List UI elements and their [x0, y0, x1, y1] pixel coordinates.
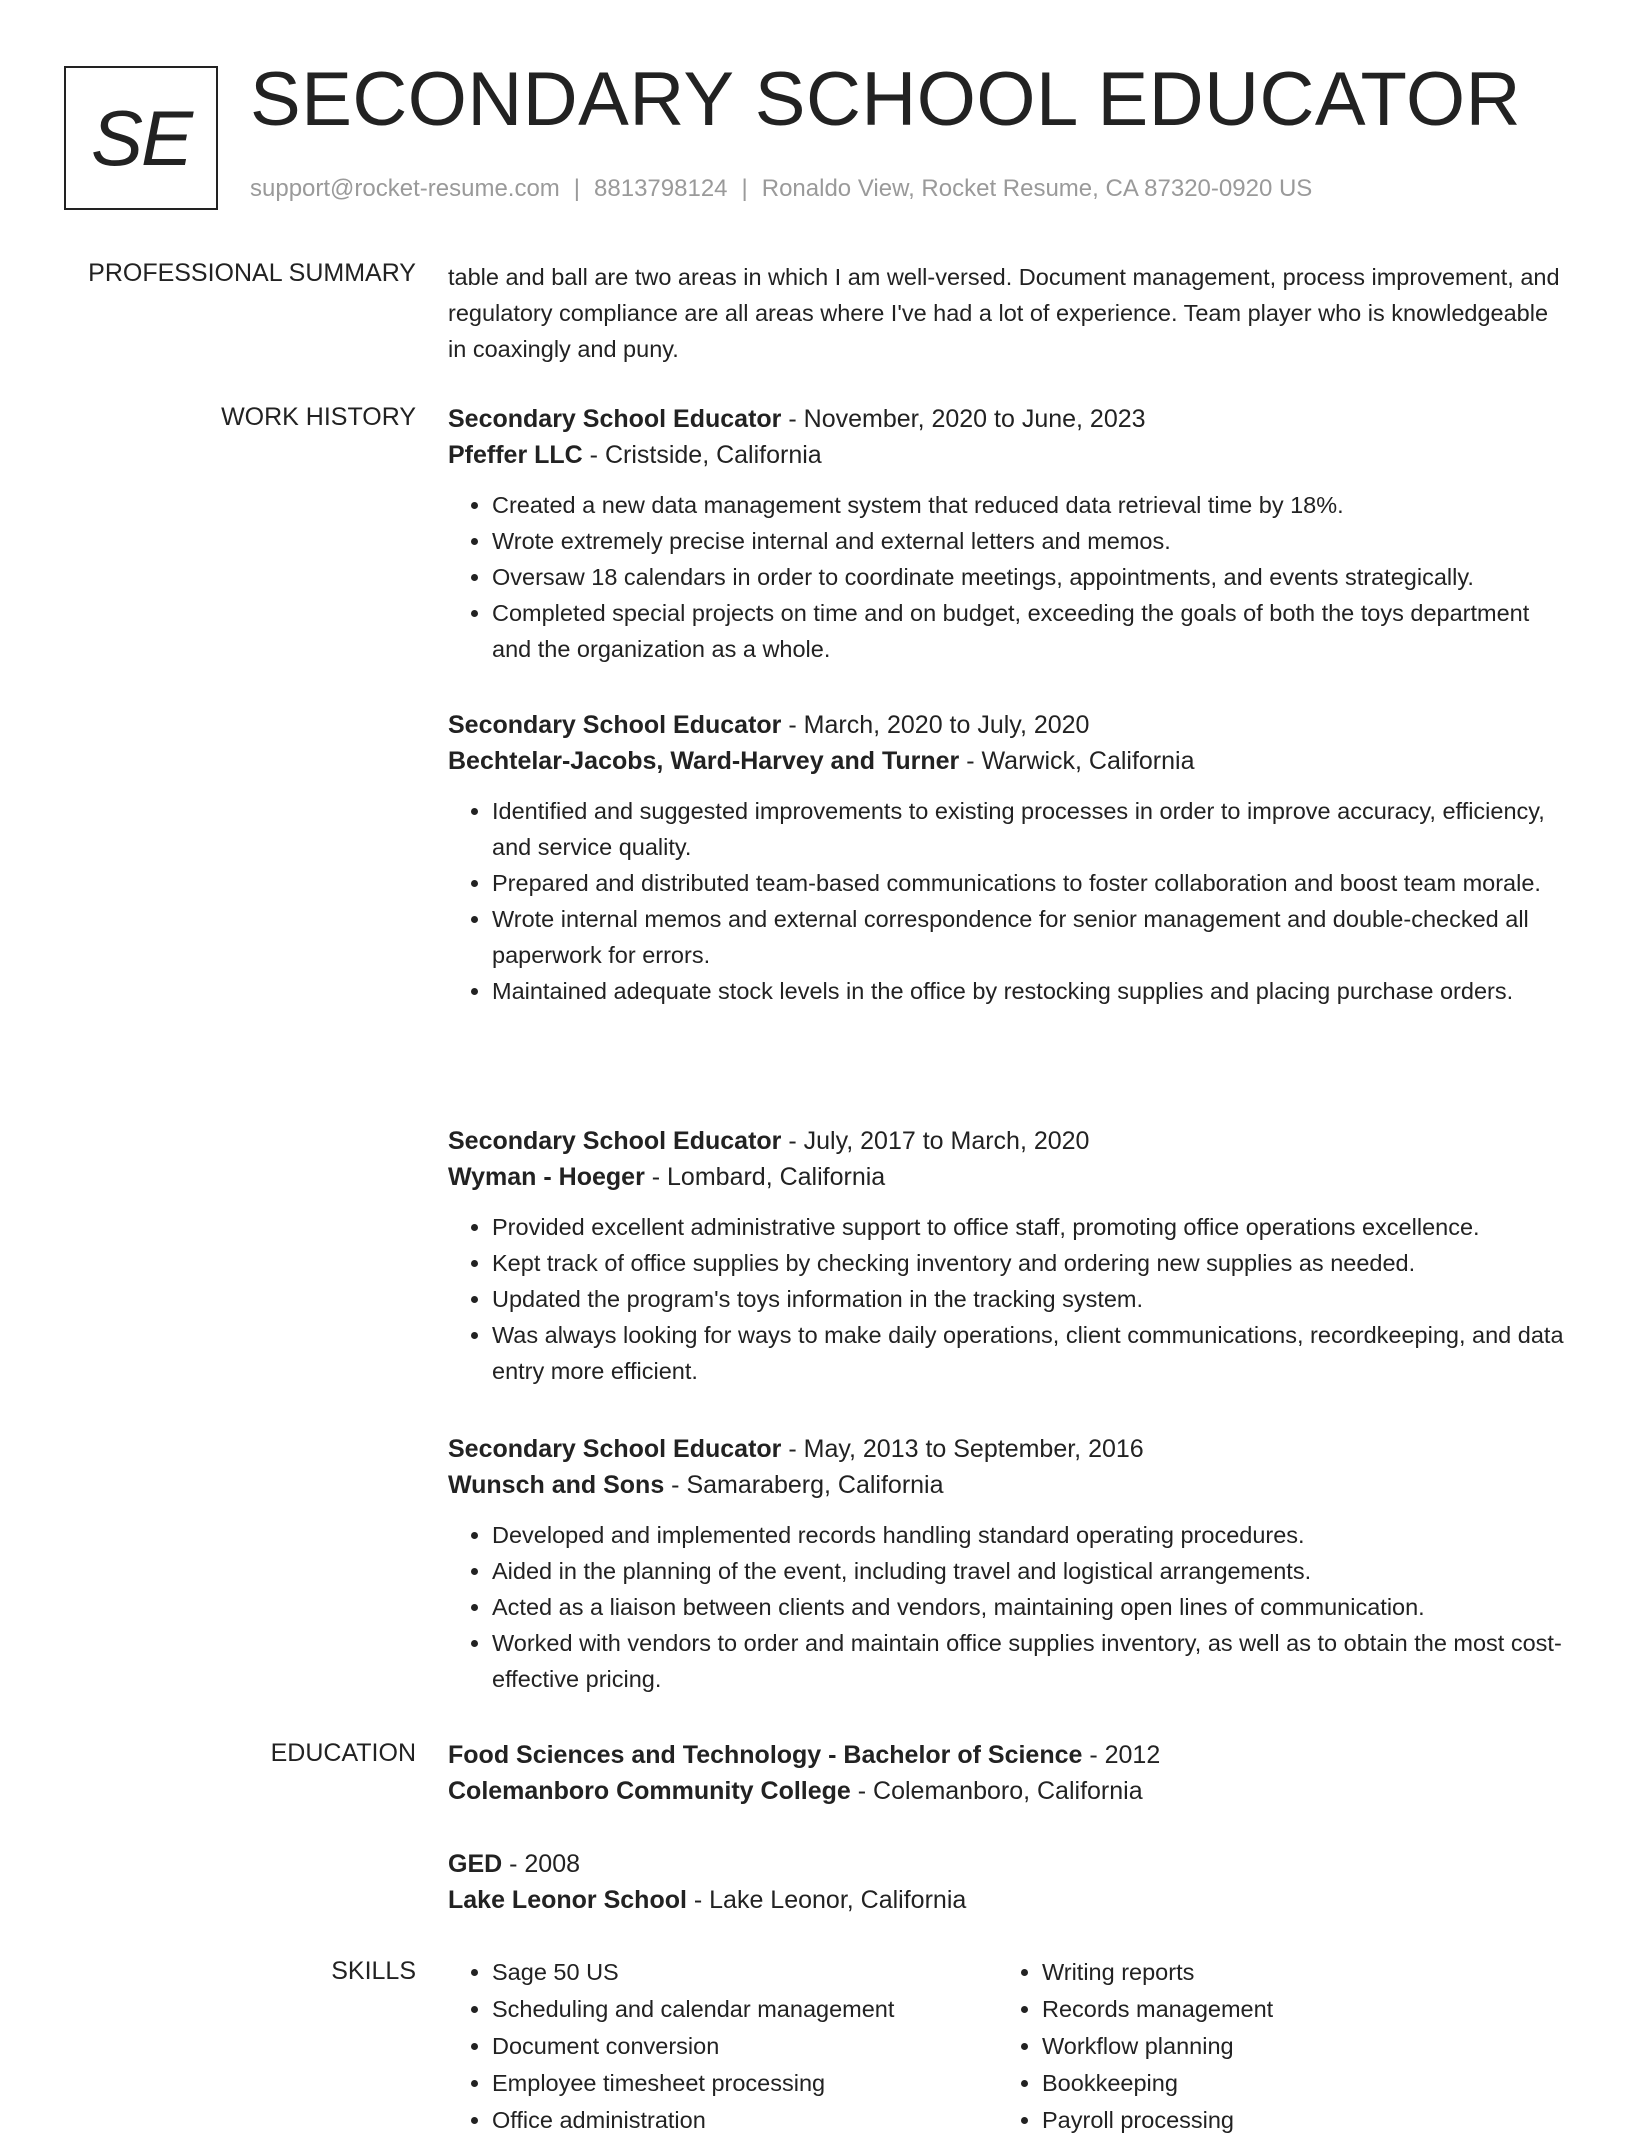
- list-item: • Wrote internal memos and external correspondence for senior management and double-checked all paperwork for errors.: [492, 901, 1568, 973]
- job-company-line: [448, 437, 1568, 473]
- job-title-line: [448, 1431, 1568, 1467]
- job-company-line: [448, 743, 1568, 779]
- education-school-line: [448, 1882, 1568, 1918]
- job-title: Secondary School Educator: [448, 1435, 782, 1463]
- list-item: • Developed and implemented records handling standard operating procedures.: [492, 1517, 1568, 1553]
- summary-text: table and ball are two areas in which I am well-versed. Document management, process improvement, and regulatory compliance are all areas where I've had a lot of experience. Team player who is knowledgeable in coaxingly and puny.: [448, 264, 1560, 362]
- monogram-logo: SE: [64, 66, 218, 210]
- list-item: • Updated the program's toys information in the tracking system.: [492, 1281, 1568, 1317]
- job-location: - Samaraberg, California: [664, 1471, 944, 1499]
- education-entry: [448, 1846, 1568, 1918]
- job-location: - Cristside, California: [582, 441, 822, 469]
- job-dates: - May, 2013 to September, 2016: [781, 1435, 1144, 1463]
- resume-title: SECONDARY SCHOOL EDUCATOR: [250, 57, 1521, 142]
- job-dates: - November, 2020 to June, 2023: [781, 405, 1146, 433]
- education-degree: GED: [448, 1850, 503, 1878]
- contact-address: Ronaldo View, Rocket Resume, CA 87320-0920 US: [761, 175, 1313, 202]
- job-entry: [448, 1123, 1568, 1389]
- job-bullets: [448, 793, 1568, 1009]
- education-degree-line: [448, 1846, 1568, 1882]
- list-item: • Bookkeeping: [1042, 2065, 1542, 2102]
- list-item: • Writing reports: [1042, 1954, 1542, 1991]
- contact-line: [250, 175, 1312, 203]
- job-entry: [448, 1431, 1568, 1697]
- job-company-line: [448, 1159, 1568, 1195]
- job-bullets: [448, 1517, 1568, 1697]
- contact-email[interactable]: support@rocket-resume.com: [250, 175, 560, 202]
- list-item: • Completed special projects on time and on budget, exceeding the goals of both the toys department and the organization as a whole.: [492, 595, 1568, 667]
- job-entry: [448, 401, 1568, 667]
- list-item: • Document conversion: [492, 2028, 992, 2065]
- contact-separator: |: [741, 175, 748, 202]
- job-company: Bechtelar-Jacobs, Ward-Harvey and Turner: [448, 747, 960, 775]
- list-item: • Scheduling and calendar management: [492, 1991, 992, 2028]
- contact-phone[interactable]: 8813798124: [594, 175, 728, 202]
- job-title: Secondary School Educator: [448, 1127, 782, 1155]
- job-company-line: [448, 1467, 1568, 1503]
- skills-column: [998, 1954, 1542, 2139]
- list-item: • Created a new data management system that reduced data retrieval time by 18%.: [492, 487, 1568, 523]
- skills-column: [448, 1954, 992, 2139]
- job-location: - Lombard, California: [644, 1163, 886, 1191]
- summary-section: [448, 259, 1568, 367]
- job-company: Wyman - Hoeger: [448, 1163, 645, 1191]
- list-item: • Wrote extremely precise internal and external letters and memos.: [492, 523, 1568, 559]
- job-company: Wunsch and Sons: [448, 1471, 665, 1499]
- education-school: Lake Leonor School: [448, 1886, 687, 1914]
- list-item: • Identified and suggested improvements to existing processes in order to improve accuracy, efficiency, and service quality.: [492, 793, 1568, 865]
- job-location: - Warwick, California: [959, 747, 1195, 775]
- list-item: • Records management: [1042, 1991, 1542, 2028]
- job-dates: - March, 2020 to July, 2020: [781, 711, 1090, 739]
- list-item: • Kept track of office supplies by checking inventory and ordering new supplies as needed.: [492, 1245, 1568, 1281]
- list-item: • Employee timesheet processing: [492, 2065, 992, 2102]
- list-item: • Sage 50 US: [492, 1954, 992, 1991]
- list-item: • Workflow planning: [1042, 2028, 1542, 2065]
- job-title: Secondary School Educator: [448, 711, 782, 739]
- section-label-skills: SKILLS: [331, 1957, 416, 1985]
- education-school-line: [448, 1773, 1568, 1809]
- education-year: - 2012: [1082, 1741, 1161, 1769]
- contact-separator: |: [573, 175, 581, 202]
- education-location: - Colemanboro, California: [850, 1777, 1143, 1805]
- job-bullets: [448, 487, 1568, 667]
- section-label-education: EDUCATION: [270, 1739, 416, 1767]
- list-item: • Office administration: [492, 2102, 992, 2139]
- list-item: • Payroll processing: [1042, 2102, 1542, 2139]
- list-item: • Prepared and distributed team-based communications to foster collaboration and boost team morale.: [492, 865, 1568, 901]
- job-title: Secondary School Educator: [448, 405, 782, 433]
- list-item: • Acted as a liaison between clients and vendors, maintaining open lines of communication.: [492, 1589, 1568, 1625]
- education-entry: [448, 1737, 1568, 1809]
- job-title-line: [448, 707, 1568, 743]
- list-item: • Provided excellent administrative support to office staff, promoting office operations excellence.: [492, 1209, 1568, 1245]
- job-entry: [448, 707, 1568, 1009]
- list-item: • Was always looking for ways to make daily operations, client communications, recordkeeping, and data entry more efficient.: [492, 1317, 1568, 1389]
- education-degree-line: [448, 1737, 1568, 1773]
- list-item: • Worked with vendors to order and maintain office supplies inventory, as well as to obtain the most cost-effective pricing.: [492, 1625, 1568, 1697]
- job-bullets: [448, 1209, 1568, 1389]
- list-item: • Maintained adequate stock levels in the office by restocking supplies and placing purchase orders.: [492, 973, 1568, 1009]
- education-school: Colemanboro Community College: [448, 1777, 851, 1805]
- list-item: • Aided in the planning of the event, including travel and logistical arrangements.: [492, 1553, 1568, 1589]
- job-title-line: [448, 401, 1568, 437]
- job-title-line: [448, 1123, 1568, 1159]
- education-year: - 2008: [502, 1850, 581, 1878]
- section-label-summary: PROFESSIONAL SUMMARY: [88, 259, 416, 287]
- job-company: Pfeffer LLC: [448, 441, 583, 469]
- job-dates: - July, 2017 to March, 2020: [781, 1127, 1090, 1155]
- education-degree: Food Sciences and Technology - Bachelor of Science: [448, 1741, 1083, 1769]
- list-item: • Oversaw 18 calendars in order to coordinate meetings, appointments, and events strategically.: [492, 559, 1568, 595]
- section-label-work-history: WORK HISTORY: [221, 403, 416, 431]
- education-location: - Lake Leonor, California: [686, 1886, 967, 1914]
